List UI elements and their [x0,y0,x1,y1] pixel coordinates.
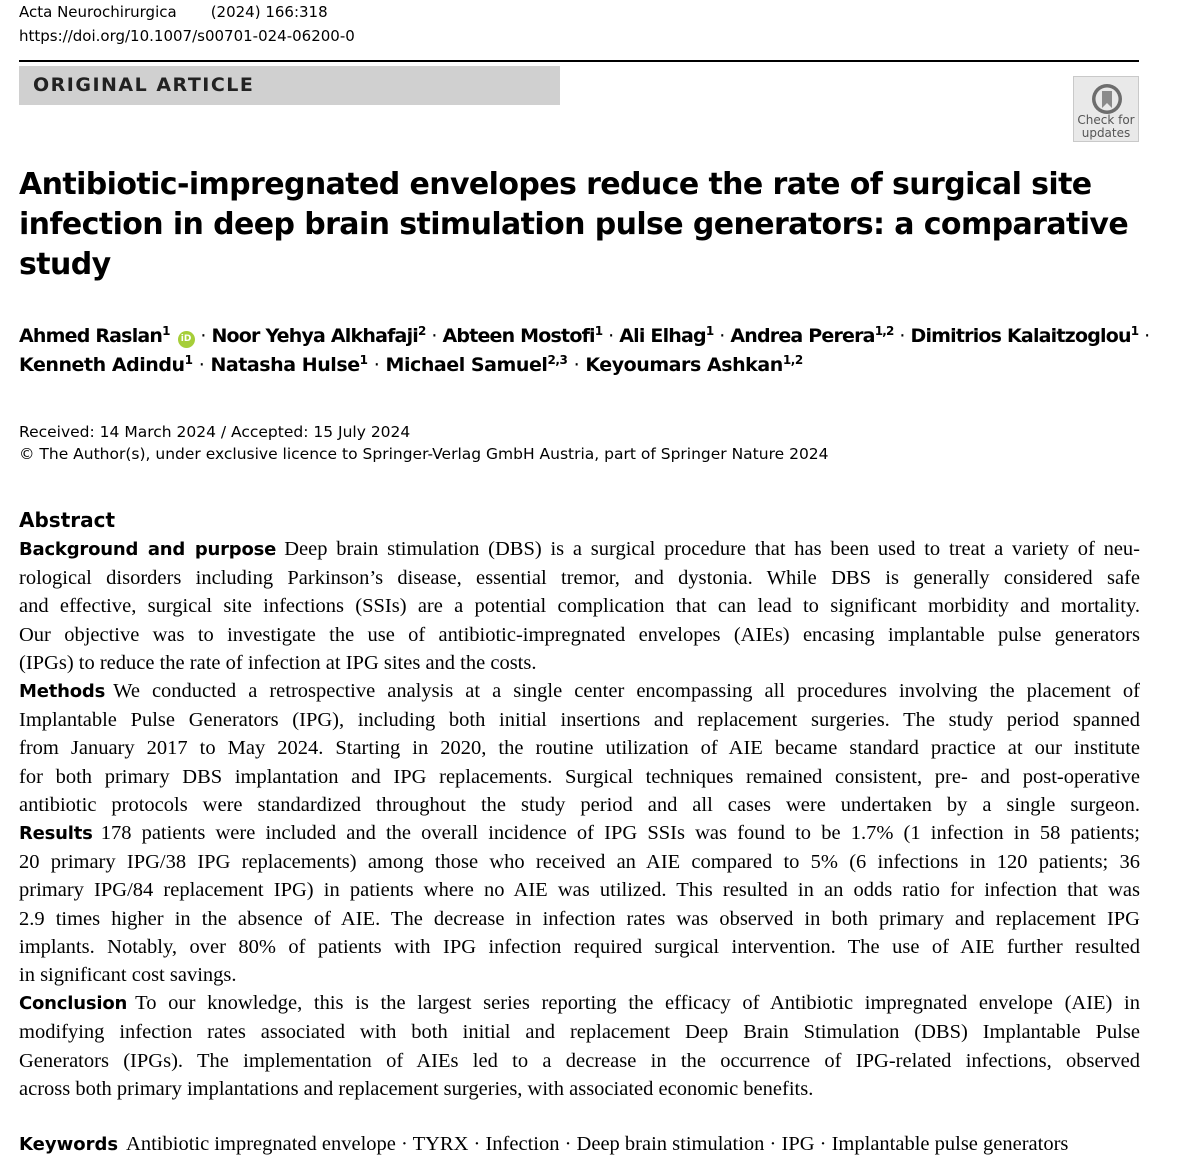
keywords-label: Keywords [19,1134,119,1155]
abstract-section-results [19,819,1140,989]
author-affiliation: 1 [162,324,170,338]
section-label: Methods [19,681,106,703]
journal-name: Acta Neurochirurgica [19,3,177,21]
article-title [19,165,1129,285]
author-separator: · [573,354,580,376]
section-text: 178 patients were included and the overall incidence of IPG SSIs was found to be 1.7% (1 infection in 58 patients; [100,822,1140,845]
author-affiliation: 1 [359,353,368,367]
journal-volume: (2024) 166:318 [210,3,328,21]
author-separator: · [200,325,206,347]
title-line: Antibiotic-impregnated envelopes reduce the rate of surgical site [19,167,1092,202]
author-name[interactable]: Ali Elhag [619,325,706,347]
orcid-icon[interactable]: iD [178,331,195,348]
section-label: Conclusion [19,993,128,1015]
abstract-line: implants. Notably, over 80% of patients with IPG infection required surgical intervention. The use of AIE further resulted [19,935,1140,958]
abstract-line [19,677,1140,706]
author-separator: · [719,325,725,347]
author-separator: · [899,325,905,347]
author-affiliation: 1 [1130,324,1139,338]
abstract-line [19,819,1140,848]
abstract-line: modifying infection rates associated with both initial and replacement Deep Brain Stimulation (DBS) Implantable Pulse [19,1021,1140,1044]
author-row-1 [19,322,1149,351]
author-name[interactable]: Michael Samuel [385,354,548,376]
author-affiliation: 2,3 [547,353,568,367]
author-separator: · [608,325,614,347]
section-text: We conducted a retrospective analysis at a single center encompassing all procedures involving the placement of [113,680,1140,703]
abstract-line: 20 primary IPG/38 IPG replacements) among those who received an AIE compared to 5% (6 infections in 120 patients; 36 [19,851,1140,874]
author-affiliation: 1 [705,324,714,338]
abstract-heading: Abstract [19,508,116,532]
abstract-section-background [19,535,1140,677]
title-line: study [19,247,111,282]
abstract-line: 2.9 times higher in the absence of AIE. The decrease in infection rates was observed in both primary and replacement IPG [19,907,1140,930]
abstract-line: for both primary DBS implantation and IPG replacements. Surgical techniques remained consistent, pre- and post-operative [19,765,1140,788]
article-type-label: ORIGINAL ARTICLE [33,74,255,96]
author-name[interactable]: Dimitrios Kalaitzoglou [910,325,1131,347]
section-label: Background and purpose [19,539,277,560]
article-type-banner [19,66,560,105]
author-name[interactable]: Ahmed Raslan [19,325,163,347]
author-separator: · [198,354,205,376]
check-for-updates-badge[interactable] [1073,76,1139,142]
abstract-line [19,989,1140,1018]
journal-citation [19,0,328,24]
abstract-line: from January 2017 to May 2024. Starting in 2020, the routine utilization of AIE became standard practice at our institute [19,737,1140,760]
abstract-line: in significant cost savings. [19,964,237,987]
author-name[interactable]: Natasha Hulse [210,354,360,376]
received-accepted-dates: Received: 14 March 2024 / Accepted: 15 July 2024 [19,423,411,441]
author-list [19,322,1149,380]
abstract-line: Implantable Pulse Generators (IPG), including both initial insertions and replacement surgeries. The study period spanned [19,709,1140,732]
abstract-line: and effective, surgical site infections (SSIs) are a potential complication that can lead to significant morbidity and mortality. [19,595,1140,618]
title-line: infection in deep brain stimulation pulse generators: a comparative [19,207,1129,242]
abstract-section-conclusion [19,989,1140,1103]
abstract-body [19,535,1140,1103]
section-label: Results [19,823,93,845]
header-rule [19,60,1139,62]
author-affiliation: 2 [418,324,426,338]
author-name[interactable]: Andrea Perera [730,325,875,347]
author-separator: · [373,354,380,376]
author-affiliation: 1,2 [874,324,894,338]
doi-link[interactable]: https://doi.org/10.1007/s00701-024-06200-0 [19,27,355,45]
section-text: To our knowledge, this is the largest series reporting the efficacy of Antibiotic impregnated envelope (AIE) in [135,992,1140,1015]
author-affiliation: 1,2 [782,353,803,367]
abstract-line [19,535,1140,564]
crossmark-icon [1090,82,1124,116]
section-text: Deep brain stimulation (DBS) is a surgical procedure that has been used to treat a variety of neu- [284,538,1140,560]
abstract-line: primary IPG/84 replacement IPG) in patients where no AIE was utilized. This resulted in an odds ratio for infection that was [19,879,1140,902]
check-label-line1: Check for [1077,113,1135,127]
abstract-line: antibiotic protocols were standardized throughout the study period and all cases were undertaken by a single surgeon. [19,793,1140,816]
author-separator: · [431,325,437,347]
author-name[interactable]: Keyoumars Ashkan [585,354,783,376]
author-name[interactable]: Noor Yehya Alkhafaji [211,325,419,347]
abstract-line: (IPGs) to reduce the rate of infection at IPG sites and the costs. [19,651,537,674]
abstract-line: across both primary implantations and replacement surgeries, with associated economic benefits. [19,1077,814,1100]
abstract-line: rological disorders including Parkinson’s disease, essential tremor, and dystonia. While DBS is generally considered safe [19,567,1140,590]
keywords-text: Antibiotic impregnated envelope · TYRX · Infection · Deep brain stimulation · IPG · Implantable pulse generators [126,1133,1069,1155]
copyright-notice: © The Author(s), under exclusive licence to Springer-Verlag GmbH Austria, part of Springer Nature 2024 [19,445,829,463]
keywords [19,1130,1144,1159]
abstract-section-methods [19,677,1140,819]
author-separator: · [1144,325,1150,347]
author-row-2 [19,351,1149,380]
abstract-line: Generators (IPGs). The implementation of AIEs led to a decrease in the occurrence of IPG-related infections, observed [19,1049,1140,1072]
abstract-line: Our objective was to investigate the use of antibiotic-impregnated envelopes (AIEs) encasing implantable pulse generators [19,623,1140,646]
check-label-line2: updates [1081,126,1131,140]
author-affiliation: 1 [594,324,603,338]
author-affiliation: 1 [184,353,193,367]
author-name[interactable]: Abteen Mostofi [442,325,595,347]
author-name[interactable]: Kenneth Adindu [19,354,185,376]
